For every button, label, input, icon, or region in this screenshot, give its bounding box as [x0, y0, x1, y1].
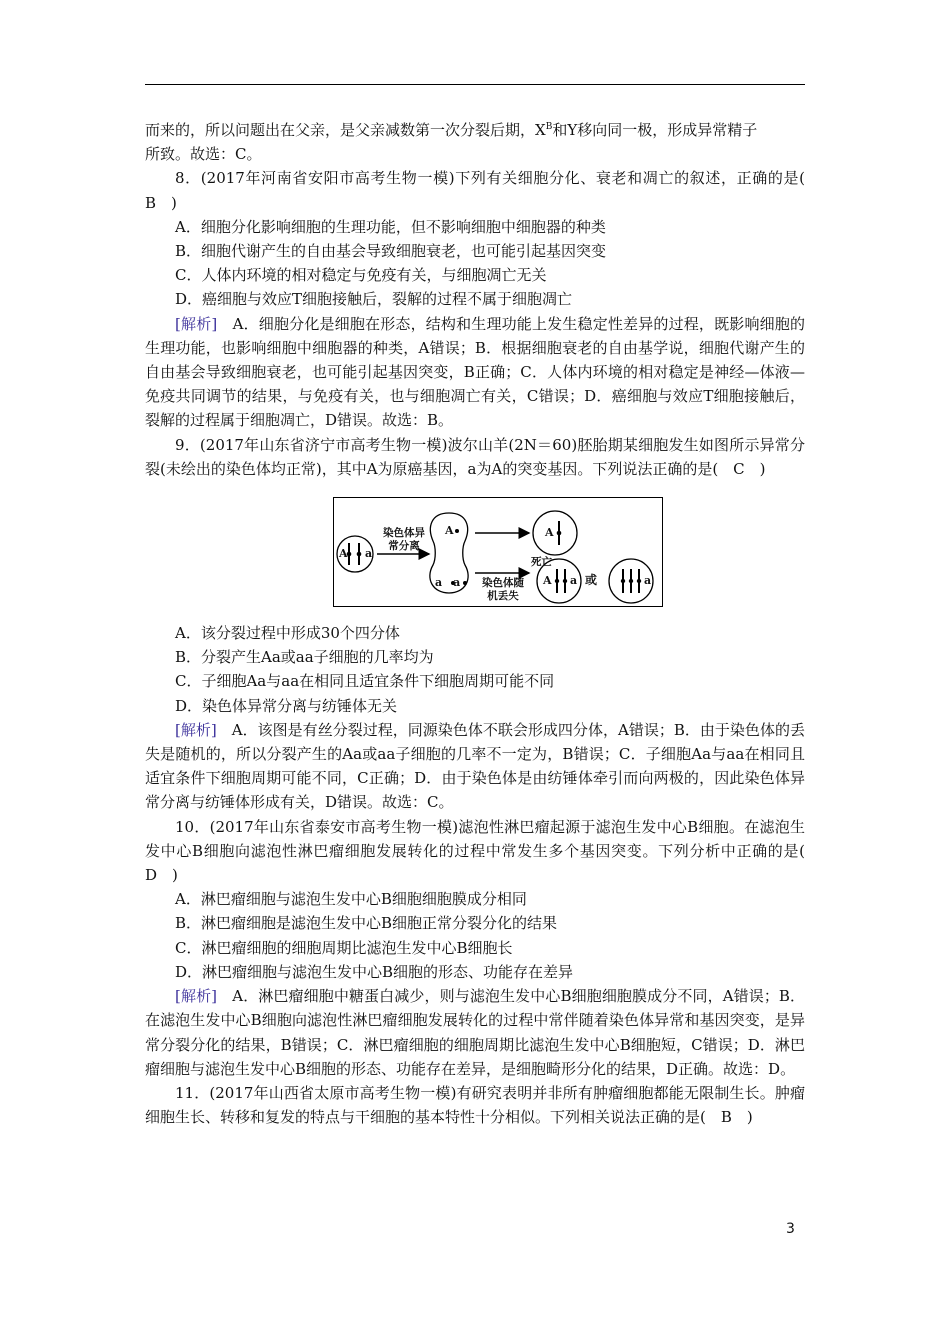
document-body	[145, 118, 821, 1129]
gene-label-top-cell: A	[545, 526, 554, 540]
q10-option-c: C．淋巴瘤细胞的细胞周期比滤泡生发中心B细胞长	[175, 938, 513, 957]
analysis-text: A．该图是有丝分裂过程，同源染色体不联会形成四分体，A错误；B．由于染色体的丢失是随机的，所以分裂产生的Aa或aa子细胞的几率不一定为，B错误；C．子细胞Aa与aa在相同且适宜条件下细胞周期可能不同，C正确；D．由于染色体是由纺锤体牵引而向两极的，因此染色体异常分离与纺锤体形成有关，D错误。故选：C。	[145, 720, 805, 812]
question-10-stem: 10．(2017年山东省泰安市高考生物一模)滤泡性淋巴瘤起源于滤泡生发中心B细胞。在滤泡生发中心B细胞向滤泡性淋巴瘤细胞发展转化的过程中常发生多个基因突变。下列分析中正确的是( D )	[145, 817, 821, 885]
label-abnormal-separation	[381, 527, 427, 553]
q10-analysis	[145, 984, 805, 1081]
label-random-line-2: 机丢失	[487, 590, 519, 603]
label-abnormal-line-2: 常分离	[388, 540, 420, 553]
analysis-tag: [解析]	[175, 720, 217, 739]
analysis-text: A．淋巴瘤细胞中糖蛋白减少，则与滤泡生发中心B细胞细胞膜成分不同，A错误；B．在滤泡生发中心B细胞向滤泡性淋巴瘤细胞发展转化的过程中常伴随着染色体异常和基因突变，是异常分裂分化的结果，B错误；C．淋巴瘤细胞的细胞周期比滤泡生发中心B细胞短，C错误；D．淋巴瘤细胞与滤泡生发中心B细胞的形态、功能存在差异，是细胞畸形分化的结果，D正确。故选：D。	[145, 987, 805, 1078]
page-number: 3	[786, 1221, 795, 1237]
label-abnormal-line-1: 染色体异	[383, 527, 425, 540]
q8-analysis	[145, 312, 805, 433]
intro-line-1	[145, 118, 805, 142]
superscript-b: B	[545, 122, 553, 132]
question-8-stem: 8．(2017年河南省安阳市高考生物一模)下列有关细胞分化、衰老和凋亡的叙述，正确的是( B )	[145, 169, 821, 212]
question-11-stem: 11．(2017年山西省太原市高考生物一模)有研究表明并非所有肿瘤细胞都能无限制生长。肿瘤细胞生长、转移和复发的特点与干细胞的基本特性十分相似。下列相关说法正确的是( B )	[145, 1083, 805, 1127]
q10-option-d: D．淋巴瘤细胞与滤泡生发中心B细胞的形态、功能存在差异	[175, 962, 574, 981]
label-death: 死亡	[531, 556, 552, 569]
gene-label-cell1-a-upper: A	[543, 574, 552, 588]
q9-option-b: B．分裂产生Aa或aa子细胞的几率均为	[175, 648, 434, 667]
q9-option-d: D．染色体异常分离与纺锤体无关	[175, 696, 398, 715]
q8-option-a: A．细胞分化影响细胞的生理功能，但不影响细胞中细胞器的种类	[175, 217, 606, 236]
label-random-loss	[477, 577, 529, 603]
analysis-tag: [解析]	[175, 314, 218, 333]
q10-option-b: B．淋巴瘤细胞是滤泡生发中心B细胞正常分裂分化的结果	[175, 914, 558, 933]
q9-option-a: A．该分裂过程中形成30个四分体	[175, 624, 400, 643]
header-rule	[145, 84, 805, 85]
gene-label-dividing-a-upper: A	[445, 524, 454, 538]
cell-division-diagram	[333, 497, 663, 607]
intro-text-cont: 和Y移向同一极，形成异常精子	[552, 121, 758, 139]
q8-option-d: D．癌细胞与效应T细胞接触后，裂解的过程不属于细胞凋亡	[175, 290, 573, 309]
q9-analysis	[145, 718, 805, 815]
q8-option-b: B．细胞代谢产生的自由基会导致细胞衰老，也可能引起基因突变	[175, 242, 607, 261]
gene-label-cell1-a-lower: a	[570, 574, 578, 588]
gene-label-cell2-a-lower: a	[644, 574, 652, 588]
q9-option-c: C．子细胞Aa与aa在相同且适宜条件下细胞周期可能不同	[175, 672, 555, 691]
question-9-stem: 9．(2017年山东省济宁市高考生物一模)波尔山羊(2N＝60)胚胎期某细胞发生如图所示异常分裂(未绘出的染色体均正常)，其中A为原癌基因，a为A的突变基因。下列说法正确的是( C )	[145, 435, 805, 478]
q10-option-a: A．淋巴瘤细胞与滤泡生发中心B细胞细胞膜成分相同	[175, 890, 527, 909]
analysis-tag: [解析]	[175, 987, 218, 1006]
label-random-line-1: 染色体随	[482, 577, 524, 590]
daughter-cell-top	[533, 511, 577, 555]
analysis-text: A．细胞分化是细胞在形态，结构和生理功能上发生稳定性差异的过程，既影响细胞的生理功能，也影响细胞中细胞器的种类，A错误；B．根据细胞衰老的自由基学说，细胞代谢产生的自由基会导致细胞衰老，也可能引起基因突变，B正确；C．人体内环境的相对稳定是神经—体液—免疫共同调节的结果，与免疫有关，也与细胞凋亡有关，C错误；D．癌细胞与效应T细胞接触后，裂解的过程属于细胞凋亡，D错误。故选：B。	[145, 314, 805, 430]
label-or: 或	[585, 573, 598, 588]
intro-line-2: 所致。故选：C。	[145, 145, 262, 164]
q8-option-c: C．人体内环境的相对稳定与免疫有关，与细胞凋亡无关	[175, 266, 547, 285]
gene-label-parent-a-lower: a	[365, 547, 373, 561]
gene-label-parent-a-upper: A	[339, 547, 348, 561]
intro-text: 而来的，所以问题出在父亲，是父亲减数第一次分裂后期，X	[145, 121, 546, 139]
gene-label-dividing-aa: a a	[435, 576, 461, 590]
